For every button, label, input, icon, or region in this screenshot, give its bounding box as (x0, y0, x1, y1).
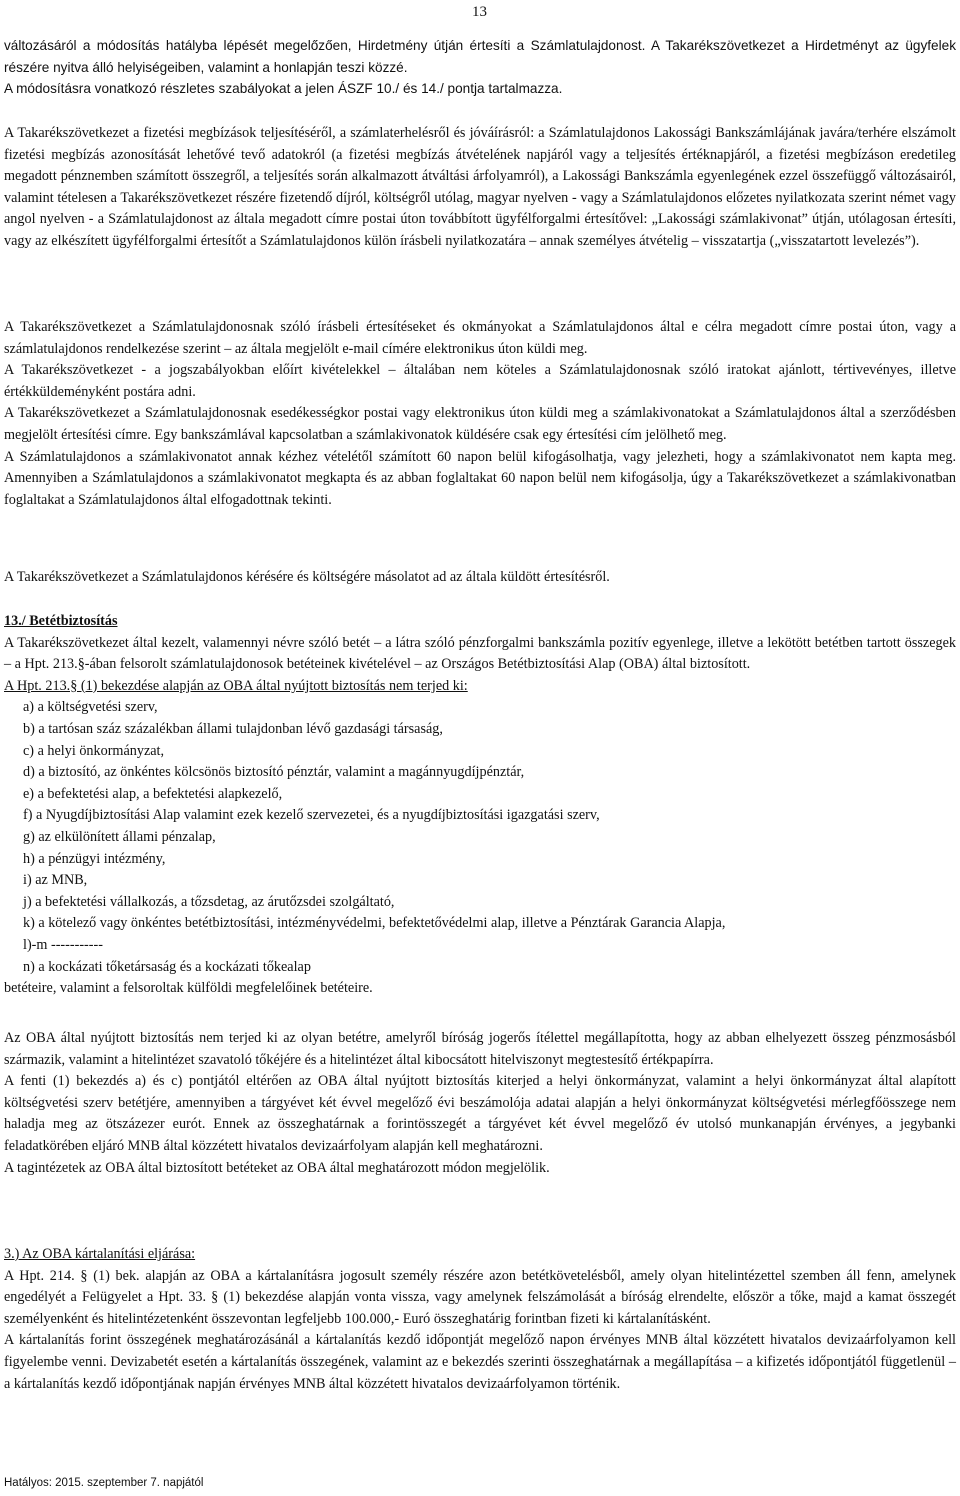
exclusion-list-intro: A Hpt. 213.§ (1) bekezdése alapján az OBA által nyújtott biztosítás nem terjed ki: (4, 677, 468, 694)
oba-section (4, 1028, 956, 1179)
list-item: g) az elkülönített állami pénzalap, (23, 828, 216, 845)
list-item: j) a befektetési vállalkozás, a tőzsdetag, az árutőzsdei szolgáltató, (23, 893, 395, 910)
notice-paragraph-1: A Takarékszövetkezet a Számlatulajdonosnak szóló írásbeli értesítéseket és okmányokat a Számlatulajdonos által e célra megadott címre postai úton, vagy a számlatulajdonos rendelkezése szerint – az általa megjelölt e-mail címére elektronikus úton küldi meg. (4, 319, 956, 357)
list-item: i) az MNB, (23, 872, 88, 889)
list-item: l)-m ----------- (23, 936, 103, 953)
section-3-paragraph-2: A kártalanítás forint összegének meghatározásánál a kártalanítás kezdő időpontját megelőző napon érvényes MNB által közzétett hivatalos devizaárfolyamon kell figyelembe venni. Devizabetét esetén a kártalanítás összegének, valamint az e bekezdés szerinti összeghatárnak a megállapítása – a kifizetés időpontjától függetlenül – a kártalanítás kezdő időpontjának napján érvényes MNB által közzétett hivatalos devizaárfolyamon történik. (4, 1332, 956, 1392)
notice-paragraph-4: A Számlatulajdonos a számlakivonatot annak kézhez vételétől számított 60 napon belül kifogásolhatja, vagy jelezheti, hogy a számlakivonatot nem kapta meg. Amennyiben a Számlatulajdonos a számlakivonatot megkapta és az abban foglaltakat 60 napon belül nem kifogásolja, úgy a Takarékszövetkezet a számlakivonatban foglaltakat a Számlatulajdonos által elfogadottnak tekinti. (4, 448, 956, 508)
footer-effective-date: Hatályos: 2015. szeptember 7. napjától (4, 1477, 204, 1489)
statement-section (4, 123, 956, 253)
list-item: n) a kockázati tőketársaság és a kockázati tőkealap (23, 958, 311, 975)
exclusion-list-outro: betéteire, valamint a felsoroltak külföldi megfelelőinek betéteire. (4, 980, 373, 997)
oba-paragraph-1: Az OBA által nyújtott biztosítás nem terjed ki az olyan betétre, amelyről bíróság jogerős ítélettel megállapította, hogy az abban elhelyezett összeg pénzmosásból származik, valamint a hitelintézet szavatoló tőkéjére és a hitelintézet által kibocsátott hitelviszonyt megtestesítő értékpapírra. (4, 1030, 956, 1068)
list-item: b) a tartósan száz százalékban állami tulajdonban lévő gazdasági társaság, (23, 720, 443, 737)
list-item: a) a költségvetési szerv, (23, 699, 158, 716)
intro-section (4, 35, 956, 100)
list-item: f) a Nyugdíjbiztosítási Alap valamint ezek kezelő szervezetei, és a nyugdíjbiztosítási igazgatási szerv, (23, 807, 600, 824)
copy-paragraph: A Takarékszövetkezet a Számlatulajdonos kérésére és költségére másolatot ad az általa küldött értesítésről. (4, 569, 610, 585)
list-item: d) a biztosító, az önkéntes kölcsönös biztosító pénztár, valamint a magánnyugdíjpénztár, (23, 764, 525, 781)
copy-section (4, 567, 956, 589)
list-item: h) a pénzügyi intézmény, (23, 850, 166, 867)
notices-section (4, 317, 956, 511)
notice-paragraph-3: A Takarékszövetkezet a Számlatulajdonosnak esedékességkor postai vagy elektronikus úton küldi meg a számlakivonatokat a Számlatulajdonos által a szerződésben megjelölt értesítési címre. Egy bankszámlával kapcsolatban a számlakivonatok küldésére csak egy értesítési cím jelölhető meg. (4, 405, 956, 443)
notice-paragraph-2: A Takarékszövetkezet - a jogszabályokban előírt kivételekkel – általában nem köteles a Számlatulajdonosnak szóló iratokat ajánlott, tértivevényes, illetve értékküldeményként postára adni. (4, 362, 956, 400)
statement-paragraph: A Takarékszövetkezet a fizetési megbízások teljesítéséről, a számlaterhelésről és jóváírásról: a Számlatulajdonos Lakossági Bankszámlájának javára/terhére elszámolt fizetési megbízás azonosítását lehetővé tevő adatokról (a fizetési megbízás átvételének napjáról vagy a teljesítés értéknapjáról, a fizetési megbízáson eredetileg megadott pénznemben számított összegről, a teljesítés során alkalmazott átváltási árfolyamról), a Lakossági Bankszámla egyenlegének ezzel összefüggő változásairól, valamint tételesen a Takarékszövetkezet részére fizetendő díjról, költségről utólag, magyar nyelven - vagy a Számlatulajdonos előzetes nyilatkozata szerint német vagy angol nyelven - a Számlatulajdonost az általa megadott címre postai úton továbbított ügyfélforgalmi értesítővel: „Lakossági számlakivonat” útján, utólagosan értesíti, vagy az elkészített ügyfélforgalmi értesítőt a Számlatulajdonos külön írásbeli nyilatkozatára – annak személyes átvételig – visszatartja („visszatartott levelezés”). (4, 125, 956, 249)
section-3-heading: 3.) Az OBA kártalanítási eljárása: (4, 1246, 196, 1262)
section-13 (4, 611, 956, 1000)
section-13-text: A Takarékszövetkezet által kezelt, valamennyi névre szóló betét – a látra szóló pénzforgalmi bankszámla pozitív egyenlege, illetve a lekötött betétben tartott összegek – a Hpt. 213.§-ában felsorolt számlatulajdonosok betéteinek kivételével – az Országos Betétbiztosítási Alap (OBA) által biztosított. (4, 634, 956, 673)
page-number: 13 (472, 4, 487, 20)
intro-paragraph-1: változásáról a módosítás hatályba lépését megelőzően, Hirdetmény útján értesíti a Számlatulajdonost. A Takarékszövetkezet a Hirdetményt az ügyfelek részére nyitva álló helyiségeiben, valamint a honlapján teszi közzé. (4, 38, 956, 75)
list-item: c) a helyi önkormányzat, (23, 742, 165, 759)
list-item: e) a befektetési alap, a befektetési alapkezelő, (23, 785, 283, 802)
exclusion-list (4, 697, 956, 978)
intro-paragraph-2: A módosításra vonatkozó részletes szabályokat a jelen ÁSZF 10./ és 14./ pontja tartalmazza. (4, 81, 563, 97)
list-item: k) a kötelező vagy önkéntes betétbiztosítási, intézményvédelmi, befektetővédelmi alap, illetve a Pénztárak Garancia Alapja, (23, 915, 726, 932)
oba-paragraph-2: A fenti (1) bekezdés a) és c) pontjától eltérően az OBA által nyújtott biztosítás kiterjed a helyi önkormányzat, valamint a helyi önkormányzat által alapított költségvetési szerv betétjére, amennyiben a tárgyévet két évvel megelőző évi beszámolója adatai alapján a helyi önkormányzat költségvetési mérlegfőösszege nem haladja meg az ötszázezer eurót. Ennek az összeghatárnak a forintösszegét a tárgyévet két évvel megelőző év utolsó munkanapján érvényes, a jegybanki feladatkörében eljáró MNB által közzétett hivatalos devizaárfolyam alapján kell meghatározni. (4, 1073, 956, 1154)
section-13-heading: 13./ Betétbiztosítás (4, 613, 118, 629)
section-3 (4, 1244, 956, 1395)
oba-paragraph-3: A tagintézetek az OBA által biztosított betéteket az OBA által meghatározott módon megjelölik. (4, 1159, 550, 1176)
section-3-paragraph-1: A Hpt. 214. § (1) bek. alapján az OBA a kártalanításra jogosult személy részére azon betétkövetelésből, amely olyan hitelintézettel szemben áll fenn, amelynek engedélyét a Felügyelet a Hpt. 33. § (1) bekezdése alapján vonta vissza, vagy amelynek felszámolását a bíróság elrendelte, először a tőke, majd a kamat összegét személyenként és hitelintézetenként összevontan legfeljebb 100.000,- Euró összeghatárig forintban fizeti ki kártalanításként. (4, 1267, 956, 1327)
